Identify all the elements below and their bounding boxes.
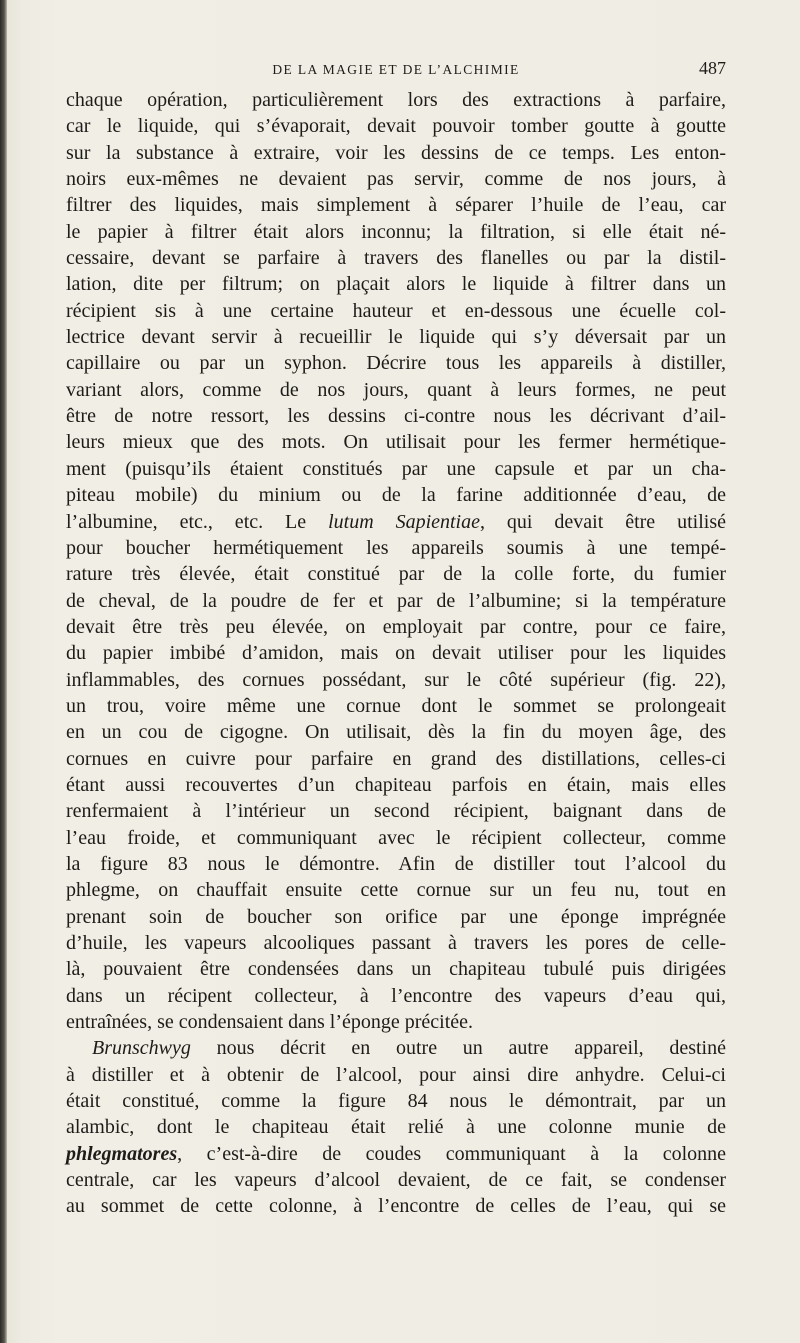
text-line: lation, dite per filtrum; on plaçait alors le liquide à filtrer dans un bbox=[66, 273, 726, 296]
text-line-with-italic bbox=[66, 509, 726, 535]
paragraph-2 bbox=[66, 1035, 726, 1219]
paragraph-1 bbox=[66, 87, 726, 1035]
text-line: sur la substance à extraire, voir les dessins de ce temps. Les enton- bbox=[66, 141, 726, 164]
text-line: ment (puisqu’ils étaient constitués par une capsule et par un cha- bbox=[66, 457, 726, 480]
text-line: du papier imbibé d’amidon, mais on devait utiliser pour les liquides bbox=[66, 642, 726, 665]
text-line: était constitué, comme la figure 84 nous le démontrait, par un bbox=[66, 1090, 726, 1113]
text-line: étant aussi recouvertes d’un chapiteau parfois en étain, mais elles bbox=[66, 773, 726, 796]
latin-term-lutum-sapientiae: lutum Sapientiae bbox=[328, 510, 480, 533]
text-line: car le liquide, qui s’évaporait, devait pouvoir tomber goutte à goutte bbox=[66, 115, 726, 138]
text-line: l’eau froide, et communiquant avec le récipient collecteur, comme bbox=[66, 826, 726, 849]
text-line: là, pouvaient être condensées dans un chapiteau tubulé puis dirigées bbox=[66, 958, 726, 981]
author-name-brunschwyg: Brunschwyg bbox=[92, 1037, 191, 1060]
text-line: au sommet de cette colonne, à l’encontre de celles de l’eau, qui se bbox=[66, 1195, 726, 1218]
text-line: leurs mieux que des mots. On utilisait pour les fermer hermétique- bbox=[66, 431, 726, 454]
body-text bbox=[66, 87, 726, 1220]
running-title: DE LA MAGIE ET DE L’ALCHIMIE bbox=[272, 62, 520, 77]
text-line: d’huile, les vapeurs alcooliques passant à travers les pores de celle- bbox=[66, 932, 726, 954]
text-line: rature très élevée, était constitué par de la colle forte, du fumier bbox=[66, 563, 726, 586]
text-line: phlegme, on chauffait ensuite cette cornue sur un feu nu, tout en bbox=[66, 879, 726, 902]
text-line: lectrice devant servir à recueillir le liquide qui s’y déversait par un bbox=[66, 326, 726, 349]
page-number: 487 bbox=[699, 58, 726, 78]
text-line: noirs eux-mêmes ne devaient pas servir, comme de nos jours, à bbox=[66, 168, 726, 191]
text-fragment: nous décrit en outre un autre appareil, destiné bbox=[190, 1037, 726, 1060]
text-line: récipient sis à une certaine hauteur et en-dessous une écuelle col- bbox=[66, 299, 726, 322]
text-line: à distiller et à obtenir de l’alcool, pour ainsi dire anhydre. Celui-ci bbox=[66, 1063, 726, 1086]
text-fragment: , c’est-à-dire de coudes communiquant à la colonne bbox=[177, 1142, 726, 1165]
text-line: inflammables, des cornues possédant, sur le côté supérieur (fig. 22), bbox=[66, 668, 726, 691]
text-line: centrale, car les vapeurs d’alcool devaient, de ce fait, se condenser bbox=[66, 1169, 726, 1192]
text-line: chaque opération, particulièrement lors des extractions à parfaire, bbox=[66, 89, 726, 111]
term-phlegmatores: phlegmatores bbox=[66, 1142, 178, 1165]
text-line: piteau mobile) du minium ou de la farine additionnée d’eau, de bbox=[66, 484, 726, 507]
text-line-with-italic bbox=[66, 1141, 726, 1167]
text-line: filtrer des liquides, mais simplement à séparer l’huile de l’eau, car bbox=[66, 194, 726, 217]
text-line: cessaire, devant se parfaire à travers des flanelles ou par la distil- bbox=[66, 247, 726, 270]
text-line: prenant soin de boucher son orifice par une éponge imprégnée bbox=[66, 905, 726, 928]
text-line: de cheval, de la poudre de fer et par de l’albumine; si la température bbox=[66, 589, 726, 612]
text-line: cornues en cuivre pour parfaire en grand des distillations, celles-ci bbox=[66, 747, 726, 770]
running-header bbox=[66, 58, 726, 82]
text-line: alambic, dont le chapiteau était relié à une colonne munie de bbox=[66, 1116, 726, 1139]
text-line: en un cou de cigogne. On utilisait, dès la fin du moyen âge, des bbox=[66, 721, 726, 744]
text-line: capillaire ou par un syphon. Décrire tous les appareils à distiller, bbox=[66, 352, 726, 375]
text-line: le papier à filtrer était alors inconnu; la filtration, si elle était né- bbox=[66, 220, 726, 243]
text-line: la figure 83 nous le démontre. Afin de distiller tout l’alcool du bbox=[66, 852, 726, 875]
text-line: variant alors, comme de nos jours, quant à leurs formes, ne peut bbox=[66, 378, 726, 401]
text-line: renfermaient à l’intérieur un second récipient, baignant dans de bbox=[66, 800, 726, 823]
text-fragment: l’albumine, etc., etc. Le bbox=[66, 510, 329, 533]
text-line-with-italic bbox=[66, 1035, 726, 1061]
text-fragment: , qui devait être utilisé bbox=[480, 510, 727, 533]
text-line: devait être très peu élevée, on employait par contre, pour ce faire, bbox=[66, 615, 726, 638]
book-spine-edge bbox=[0, 0, 7, 1343]
text-line: entraînées, se condensaient dans l’éponge précitée. bbox=[66, 1011, 474, 1034]
text-line: dans un récipent collecteur, à l’encontre des vapeurs d’eau qui, bbox=[66, 984, 726, 1007]
text-line: pour boucher hermétiquement les appareils soumis à une tempé- bbox=[66, 536, 726, 559]
text-line: être de notre ressort, les dessins ci-contre nous les décrivant d’ail- bbox=[66, 405, 726, 428]
text-line: un trou, voire même une cornue dont le sommet se prolongeait bbox=[66, 694, 726, 717]
